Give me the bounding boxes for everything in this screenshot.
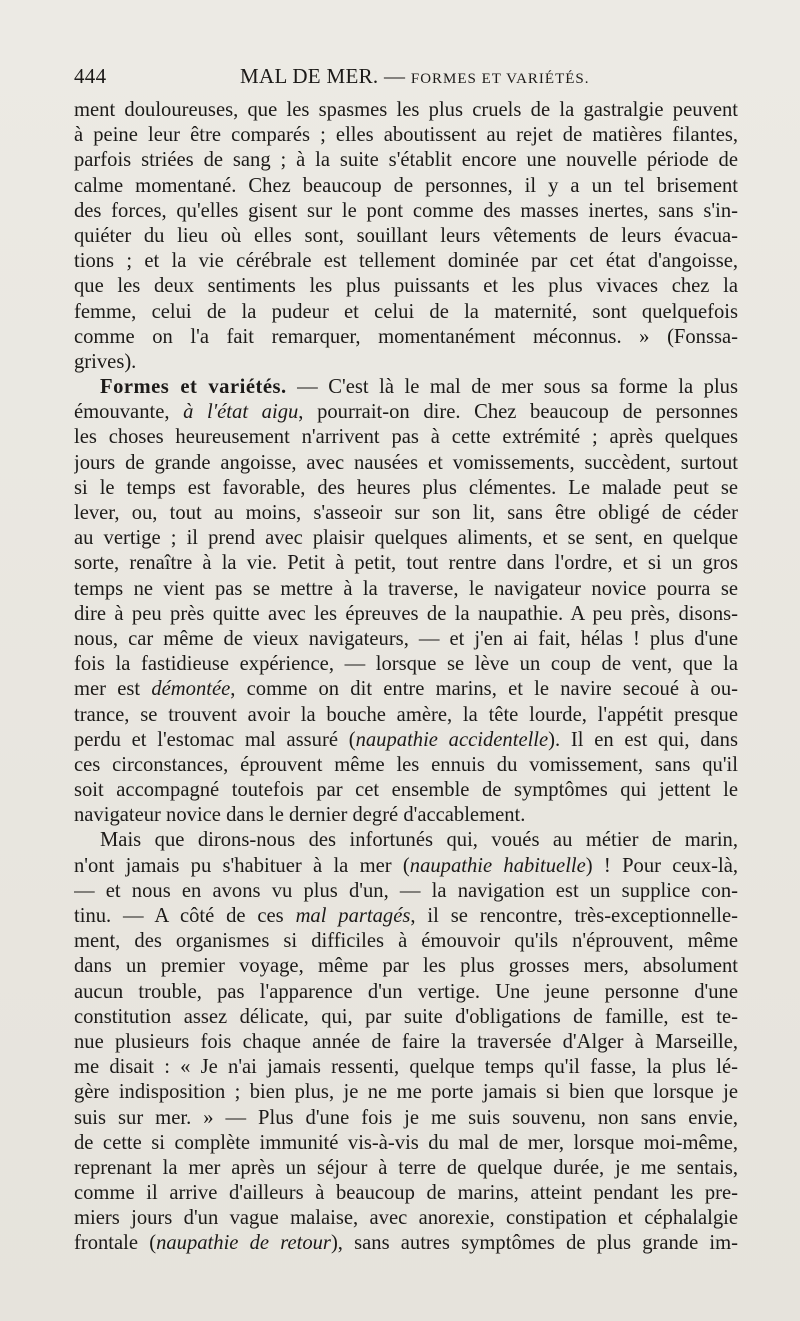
text-line bbox=[74, 778, 738, 803]
text-span: temps ne vient pas se mettre à la traverse, le navigateur novice pourra se bbox=[74, 577, 738, 600]
text-span: dire à peu près quitte avec les épreuves de la naupathie. A peu près, disons- bbox=[74, 602, 738, 625]
text-span: les choses heureusement n'arrivent pas à cette extrémité ; après quelques bbox=[74, 426, 738, 449]
text-span: jours de grande angoisse, avec nausées et vomissements, succèdent, surtout bbox=[74, 451, 738, 474]
text-span: gère indisposition ; bien plus, je ne me porte jamais si bien que lorsque je bbox=[74, 1081, 738, 1104]
text-line bbox=[74, 551, 738, 576]
text-span: nous, car même de vieux navigateurs, — et j'en ai fait, hélas ! plus d'une bbox=[74, 627, 738, 650]
text-line bbox=[74, 828, 738, 853]
text-span: perdu et l'estomac mal assuré ( bbox=[74, 728, 356, 751]
text-line bbox=[74, 753, 738, 778]
text-span: quiéter du lieu où elles sont, souillant leurs vêtements de leurs évacua- bbox=[74, 224, 738, 247]
text-line bbox=[74, 501, 738, 526]
text-line bbox=[74, 199, 738, 224]
text-span: ces circonstances, éprouvent même les ennuis du vomissement, sans qu'il bbox=[74, 753, 738, 776]
body-text bbox=[74, 98, 738, 1257]
text-span: — C'est là le mal de mer sous sa forme la plus bbox=[286, 376, 738, 399]
text-span: nue plusieurs fois chaque année de faire la traversée d'Alger à Marseille, bbox=[74, 1030, 738, 1053]
italic-term: naupathie habituelle bbox=[409, 854, 586, 877]
text-line bbox=[74, 1106, 738, 1131]
text-line bbox=[74, 526, 738, 551]
section-heading: Formes et variétés. bbox=[100, 376, 287, 399]
text-line bbox=[74, 627, 738, 652]
page-number: 444 bbox=[74, 64, 107, 88]
text-line bbox=[74, 1206, 738, 1231]
text-span: reprenant la mer après un séjour à terre de quelque durée, je me sentais, bbox=[74, 1156, 738, 1179]
text-line bbox=[74, 300, 738, 325]
text-line bbox=[74, 1055, 738, 1080]
text-span: miers jours d'un vague malaise, avec anorexie, constipation et céphalalgie bbox=[74, 1207, 738, 1230]
text-span: , comme on dit entre marins, et le navire secoué à ou- bbox=[230, 678, 738, 701]
text-line bbox=[74, 577, 738, 602]
text-line bbox=[74, 652, 738, 677]
italic-term: à l'état aigu bbox=[183, 401, 299, 424]
text-span: ) ! Pour ceux-là, bbox=[585, 854, 738, 877]
text-line bbox=[74, 703, 738, 728]
text-span: parfois striées de sang ; à la suite s'établit encore une nouvelle période de bbox=[74, 149, 738, 172]
text-span: fois la fastidieuse expérience, — lorsque se lève un coup de vent, que la bbox=[74, 653, 738, 676]
text-line bbox=[74, 98, 738, 123]
text-span: trance, se trouvent avoir la bouche amère, la tête lourde, l'appétit presque bbox=[74, 703, 738, 726]
text-line bbox=[74, 1181, 738, 1206]
text-span: , il se rencontre, très-exceptionnelle- bbox=[410, 905, 738, 927]
text-span: Mais que dirons-nous des infortunés qui, voués au métier de marin, bbox=[100, 829, 738, 852]
italic-term: naupathie accidentelle bbox=[355, 728, 549, 751]
running-title-main: MAL DE MER. bbox=[240, 64, 379, 88]
text-span: soit accompagné toutefois par cet ensemble de symptômes qui jettent le bbox=[74, 779, 738, 802]
text-span: lever, ou, tout au moins, s'asseoir sur son lit, sans être obligé de céder bbox=[74, 502, 738, 524]
text-line bbox=[74, 904, 738, 929]
text-line bbox=[74, 148, 738, 173]
italic-term: naupathie de retour bbox=[156, 1232, 331, 1255]
text-line bbox=[74, 425, 738, 450]
text-span: constitution assez délicate, qui, par suite d'obligations de famille, est te- bbox=[74, 1005, 738, 1028]
text-span: ment, des organismes si difficiles à émouvoir qu'ils n'éprouvent, même bbox=[74, 930, 738, 953]
text-line bbox=[74, 249, 738, 274]
text-span: au vertige ; il prend avec plaisir quelques aliments, et se sent, en quelque bbox=[74, 527, 738, 550]
text-line bbox=[74, 224, 738, 249]
text-span: , pourrait-on dire. Chez beaucoup de personnes bbox=[298, 401, 738, 424]
running-title-dash: — bbox=[384, 64, 406, 88]
text-span: tinu. — A côté de ces bbox=[74, 905, 296, 927]
text-span: grives). bbox=[74, 350, 137, 373]
text-span: — et nous en avons vu plus d'un, — la navigation est un supplice con- bbox=[74, 879, 738, 902]
italic-term: mal partagés bbox=[295, 905, 411, 927]
text-span: suis sur mer. » — Plus d'une fois je me suis souvenu, non sans envie, bbox=[74, 1106, 738, 1129]
text-span: comme on l'a fait remarquer, momentanément méconnus. » (Fonssa- bbox=[74, 325, 738, 348]
text-span: tions ; et la vie cérébrale est tellement dominée par cet état d'angoisse, bbox=[74, 250, 738, 273]
text-span: ment douloureuses, que les spasmes les plus cruels de la gastralgie peuvent bbox=[74, 99, 738, 121]
running-header bbox=[74, 64, 738, 94]
text-span: émouvante, bbox=[74, 401, 184, 424]
text-span: femme, celui de la pudeur et celui de la maternité, sont quelquefois bbox=[74, 300, 738, 323]
text-line bbox=[74, 375, 738, 400]
text-line bbox=[74, 980, 738, 1005]
italic-term: démontée bbox=[151, 678, 231, 701]
text-line bbox=[74, 1131, 738, 1156]
text-line bbox=[74, 274, 738, 299]
text-span: calme momentané. Chez beaucoup de personnes, il y a un tel brisement bbox=[74, 174, 738, 197]
text-line bbox=[74, 1231, 738, 1256]
text-line bbox=[74, 602, 738, 627]
text-span: aucun trouble, pas l'apparence d'un vertige. Une jeune personne d'une bbox=[74, 980, 738, 1003]
text-line bbox=[74, 677, 738, 702]
text-line bbox=[74, 854, 738, 879]
text-line bbox=[74, 929, 738, 954]
text-line bbox=[74, 174, 738, 199]
text-span: de cette si complète immunité vis-à-vis du mal de mer, lorsque moi-même, bbox=[74, 1131, 738, 1154]
text-line bbox=[74, 123, 738, 148]
text-line bbox=[74, 879, 738, 904]
text-line bbox=[74, 451, 738, 476]
text-line bbox=[74, 476, 738, 501]
text-line bbox=[74, 350, 738, 375]
text-span: me disait : « Je n'ai jamais ressenti, quelque temps qu'il fasse, la plus lé- bbox=[74, 1056, 738, 1079]
text-line bbox=[74, 1005, 738, 1030]
text-span: sorte, renaître à la vie. Petit à petit, tout rentre dans l'ordre, et si un gros bbox=[74, 552, 738, 575]
text-span: à peine leur être comparés ; elles aboutissent au rejet de matières filantes, bbox=[74, 124, 738, 147]
text-span: dans un premier voyage, même par les plus grosses mers, absolument bbox=[74, 955, 738, 978]
text-line bbox=[74, 400, 738, 425]
text-span: n'ont jamais pu s'habituer à la mer ( bbox=[74, 854, 410, 877]
text-span: mer est bbox=[74, 678, 152, 701]
text-line bbox=[74, 728, 738, 753]
text-line bbox=[74, 803, 738, 828]
running-title bbox=[240, 64, 590, 89]
text-line bbox=[74, 1080, 738, 1105]
text-line bbox=[74, 1030, 738, 1055]
text-line bbox=[74, 1156, 738, 1181]
text-span: frontale ( bbox=[74, 1232, 157, 1255]
text-span: ). Il en est qui, dans bbox=[548, 728, 738, 751]
text-span: navigateur novice dans le dernier degré d'accablement. bbox=[74, 804, 526, 827]
text-span: si le temps est favorable, des heures plus clémentes. Le malade peut se bbox=[74, 476, 738, 499]
running-title-section: FORMES ET VARIÉTÉS. bbox=[410, 71, 590, 87]
text-span: des forces, qu'elles gisent sur le pont comme des masses inertes, sans s'in- bbox=[74, 199, 738, 222]
text-line bbox=[74, 954, 738, 979]
text-span: ), sans autres symptômes de plus grande im- bbox=[330, 1232, 738, 1255]
text-span: comme il arrive d'ailleurs à beaucoup de marins, atteint pendant les pre- bbox=[74, 1182, 738, 1205]
text-line bbox=[74, 325, 738, 350]
text-span: que les deux sentiments les plus puissants et les plus vivaces chez la bbox=[74, 275, 738, 298]
